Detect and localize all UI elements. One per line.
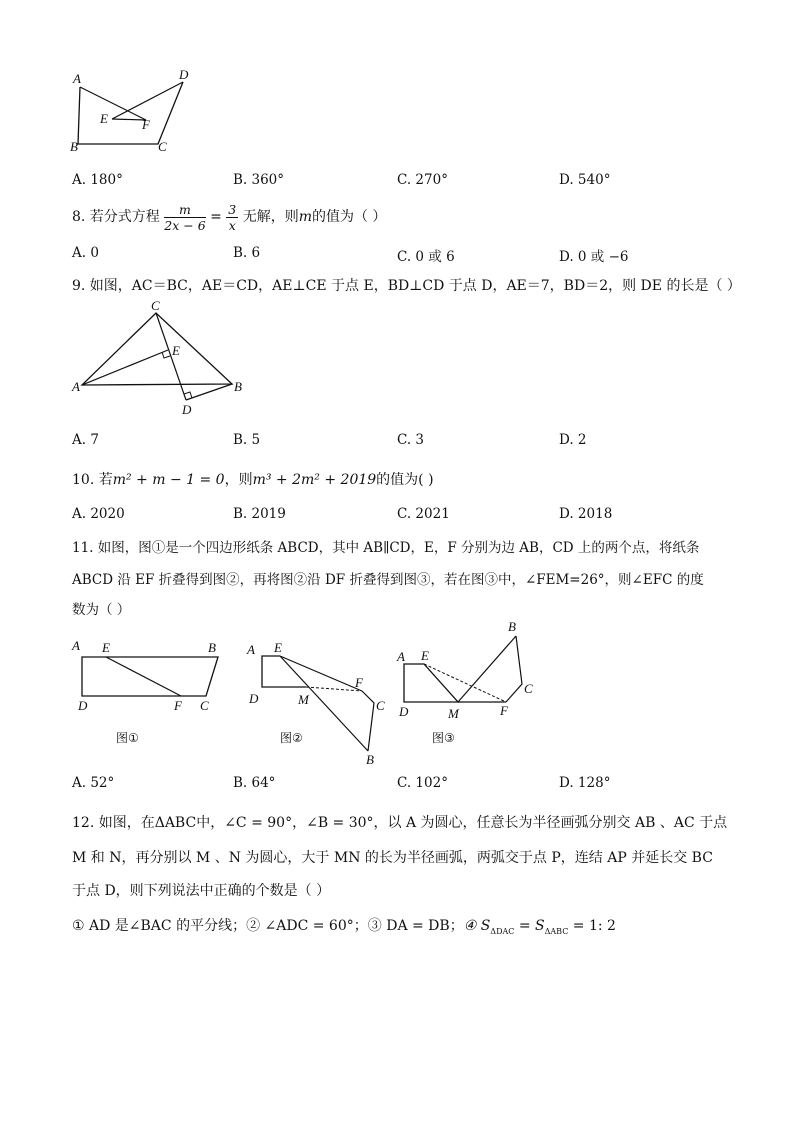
q8-frac1-den: 2x − 6 [164,217,206,233]
q11-fig3-label-a: A [397,649,405,664]
q11-fig1-label-d: D [78,698,88,713]
q7-label-b: B [70,139,78,154]
q9-seg-ae [82,350,168,385]
q11-line-2: ABCD 沿 EF 折叠得到图②，再将图②沿 DF 折叠得到图③，若在图③中，∠FEM=26°，则∠EFC 的度 [72,572,704,588]
q11-fig3-rect [404,664,458,702]
q9-triangle-abc [82,313,232,385]
q7-label-e: E [100,111,108,126]
q9-figure [66,300,256,422]
q11-fig2-caption: 图② [280,731,303,745]
q7-figure-outline [78,82,183,144]
q8-option-d[interactable]: D. 0 或 −6 [559,249,629,265]
q12-stmt-4-s1: ④ S [463,918,491,934]
q7-option-b[interactable]: B. 360° [233,172,285,188]
q11-fig3-seg-bcf [506,636,522,702]
q11-fig2-label-f: F [355,675,363,690]
q11-figure-3 [390,616,550,746]
q11-fig1-label-f: F [174,698,182,713]
q9-right-angle-e [162,352,170,358]
q8-middle: 无解，则 [242,209,299,225]
q9-label-c: C [151,298,160,313]
q7-label-c: C [158,139,167,154]
q7-figure-seg-ed [112,82,183,119]
q7-option-c[interactable]: C. 270° [397,172,448,188]
q9-label-b: B [234,379,242,394]
q11-option-c[interactable]: C. 102° [397,775,448,791]
q11-fig2-label-m: M [298,692,309,707]
q10-option-d[interactable]: D. 2018 [559,506,613,522]
q8-fraction-right [226,202,238,233]
q8-frac2-num: 3 [228,201,237,217]
q7-figure-seg-ef [112,119,146,120]
q10-expression: m³ + 2m² + 2019 [252,472,377,488]
q11-fig1-label-e: E [102,640,110,655]
q7-option-a[interactable]: A. 180° [72,172,123,188]
q11-figure-2 [240,634,390,768]
q11-figure-1 [66,634,236,746]
q7-figure [60,66,210,158]
q11-option-d[interactable]: D. 128° [559,775,611,791]
q9-option-b[interactable]: B. 5 [233,432,261,448]
q10-prefix: 10. 若 [72,472,113,488]
q10-middle: ，则 [224,472,253,488]
q11-fig3-label-d: D [399,704,409,719]
q8-question [72,200,386,234]
q9-label-e: E [172,343,180,358]
q7-figure-seg-ae [80,87,146,120]
q11-fig3-label-f: F [500,703,508,718]
q11-fig2-label-b: B [366,752,374,767]
q10-option-c[interactable]: C. 2021 [397,506,450,522]
q9-option-d[interactable]: D. 2 [559,432,587,448]
q12-stmt-4-ratio: = 1: 2 [568,918,616,934]
q12-line-1: 12. 如图，在ΔABC中，∠C = 90°，∠B = 30°，以 A 为圆心，任意长为半径画弧分别交 AB 、AC 于点 [72,815,728,831]
q11-option-a[interactable]: A. 52° [72,775,115,791]
q8-option-b[interactable]: B. 6 [233,245,261,261]
q11-fig3-dashed-ef [424,664,506,702]
q11-fig1-label-a: A [72,638,80,653]
q12-stmt-4-sub2: ΔABC [544,926,569,936]
q9-option-a[interactable]: A. 7 [72,432,99,448]
q11-fig2-seg-fcb [362,691,374,751]
q7-label-f: F [142,117,150,132]
q12-line-2: M 和 N，再分别以 M 、N 为圆心，大于 MN 的长为半径画弧，两弧交于点 P，连结 AP 并延长交 BC [72,850,713,866]
q7-label-d: D [179,67,189,82]
q12-stmt-4 [464,918,616,934]
q11-fig2-seg-ef [280,656,362,691]
q11-fig3-seg-mb [458,636,516,702]
q11-fig2-label-d: D [249,691,259,706]
q8-suffix: 的值为（ ） [311,209,387,225]
q10-option-b[interactable]: B. 2019 [233,506,286,522]
q12-stmt-2: ② ∠ADC = 60°； [246,918,368,934]
q10-condition: m² + m − 1 = 0 [112,472,225,488]
q9-question: 9. 如图，AC＝BC，AE＝CD，AE⊥CE 于点 E，BD⊥CD 于点 D，AE＝7，BD＝2，则 DE 的长是（ ） [72,278,741,294]
q11-fig2-label-a: A [247,642,255,657]
q11-fig2-label-c: C [376,698,385,713]
q8-fraction-left [164,202,205,233]
q11-fig2-label-e: E [274,640,282,655]
q9-seg-bd [186,384,232,400]
q11-option-b[interactable]: B. 64° [233,775,276,791]
q7-label-a: A [73,71,81,86]
q12-stmt-4-s2: = S [514,918,545,934]
q11-fig3-caption: 图③ [432,731,455,745]
q10-option-a[interactable]: A. 2020 [72,506,125,522]
q9-label-d: D [182,402,192,417]
q8-frac1-num: m [164,202,205,218]
q9-seg-cd [156,313,186,400]
q8-option-a[interactable]: A. 0 [72,245,99,261]
q7-option-d[interactable]: D. 540° [559,172,611,188]
q8-option-c[interactable]: C. 0 或 6 [397,249,455,265]
q8-frac2-den: x [228,217,236,233]
q11-fig3-label-e: E [421,648,429,663]
q9-option-c[interactable]: C. 3 [397,432,425,448]
q10-question [72,469,434,489]
q11-fig1-seg-ef [106,657,181,696]
q11-line-3: 数为（ ） [72,602,131,618]
q11-fig1-label-b: B [208,640,216,655]
q11-fig1-quad [82,657,218,696]
q12-line-3: 于点 D，则下列说法中正确的个数是（ ） [72,883,331,899]
q12-stmt-4-sub1: ΔDAC [490,926,515,936]
q11-fig1-label-c: C [200,698,209,713]
q11-line-1: 11. 如图，图①是一个四边形纸条 ABCD，其中 AB∥CD，E，F 分别为边 AB，CD 上的两个点，将纸条 [72,540,700,556]
q8-var: m [298,209,312,225]
q11-fig1-caption: 图① [116,731,139,745]
q12-stmt-1: ① AD 是∠BAC 的平分线； [72,918,247,934]
q10-suffix: 的值为( ) [376,472,434,488]
q11-fig3-label-c: C [524,681,533,696]
q8-prefix: 8. 若分式方程 [72,209,160,225]
q11-fig3-label-b: B [508,619,516,634]
q11-fig3-label-m: M [448,706,459,721]
q8-eq: = [210,209,222,225]
q12-stmt-3: ③ DA = DB； [367,918,464,934]
q12-statements [72,915,616,936]
q9-label-a: A [72,379,80,394]
